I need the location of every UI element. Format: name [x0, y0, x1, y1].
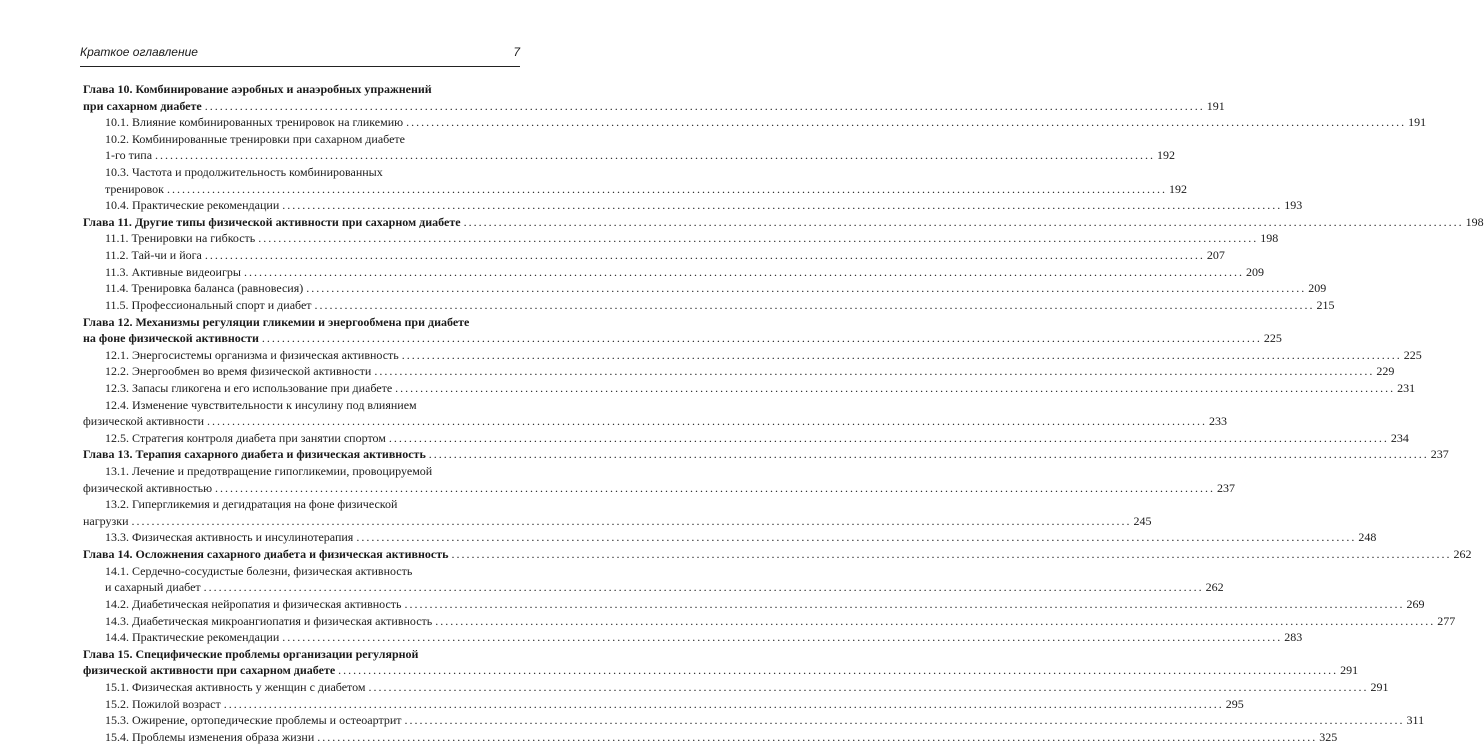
toc-entry-line	[83, 114, 1427, 131]
toc-entry-line	[83, 579, 1224, 596]
toc-entry-title: 10.1. Влияние комбинированных тренировок на гликемию	[105, 115, 404, 130]
toc-entry-title: Глава 11. Другие типы физической активности при сахарном диабете	[83, 214, 461, 229]
toc-page-number: 291	[1370, 679, 1389, 694]
dot-leader: ........................................................................................................................................................................................................	[404, 596, 1405, 611]
toc-entry-title: 15.2. Пожилой возраст	[105, 696, 221, 711]
toc-page-number: 277	[1437, 613, 1456, 628]
toc-entry-title: 12.1. Энергосистемы организма и физическая активность	[105, 347, 399, 362]
toc-chapter-line	[83, 662, 1359, 679]
dot-leader: ........................................................................................................................................................................................................	[223, 696, 1224, 711]
toc-page-number: 215	[1316, 297, 1335, 312]
toc-entry-title: 12.4. Изменение чувствительности к инсулину под влиянием	[105, 397, 417, 412]
toc-page-number: 245	[1133, 513, 1152, 528]
toc-page-number: 209	[1245, 264, 1264, 279]
toc-page-number: 231	[1397, 380, 1416, 395]
toc-entry-line	[83, 397, 520, 414]
dot-leader: ........................................................................................................................................................................................................	[203, 580, 1204, 595]
dot-leader: ........................................................................................................................................................................................................	[166, 181, 1167, 196]
toc-entry-line	[83, 363, 1395, 380]
dot-leader: ........................................................................................................................................................................................................	[314, 297, 1315, 312]
toc-entry-title: 1-го типа	[105, 148, 153, 163]
toc-entry-line	[83, 264, 1264, 281]
toc-entry-line	[83, 380, 1416, 397]
dot-leader: ........................................................................................................................................................................................................	[435, 613, 1436, 628]
toc-page-number: 209	[1308, 281, 1327, 296]
header-page-number: 7	[513, 45, 520, 59]
toc-entry-title: 11.3. Активные видеоигры	[105, 264, 241, 279]
toc-entry-line	[83, 679, 1389, 696]
toc-entry-line	[83, 563, 520, 580]
dot-leader: ........................................................................................................................................................................................................	[261, 331, 1262, 346]
toc-entry-title: при сахарном диабете	[83, 98, 202, 113]
toc-entry-title: и сахарный диабет	[105, 580, 201, 595]
toc-chapter-line	[83, 314, 520, 331]
dot-leader: ........................................................................................................................................................................................................	[395, 380, 1396, 395]
header-rule	[80, 66, 520, 67]
table-of-contents	[83, 81, 1484, 745]
toc-page-number: 233	[1209, 414, 1228, 429]
toc-page-number: 191	[1206, 98, 1225, 113]
dot-leader: ........................................................................................................................................................................................................	[215, 480, 1216, 495]
toc-entry-title: 14.1. Сердечно-сосудистые болезни, физическая активность	[105, 563, 413, 578]
toc-page-number: 207	[1206, 248, 1225, 263]
toc-page-number: 269	[1406, 596, 1425, 611]
toc-entry-title: 13.2. Гипергликемия и дегидратация на фоне физической	[105, 497, 398, 512]
toc-page-number: 291	[1340, 663, 1359, 678]
toc-page-number: 225	[1403, 347, 1422, 362]
toc-entry-title: 15.4. Проблемы изменения образа жизни	[105, 729, 315, 744]
toc-page-number: 325	[1319, 729, 1338, 744]
toc-chapter-line	[83, 81, 520, 98]
toc-entry-line	[83, 513, 1152, 530]
toc-entry-line	[83, 629, 1303, 646]
toc-entry-line	[83, 147, 1176, 164]
toc-page-number: 295	[1225, 696, 1244, 711]
dot-leader: ........................................................................................................................................................................................................	[204, 98, 1205, 113]
toc-chapter-line	[83, 446, 1449, 463]
toc-entry-title: на фоне физической активности	[83, 331, 259, 346]
dot-leader: ........................................................................................................................................................................................................	[374, 364, 1375, 379]
toc-entry-title: 10.3. Частота и продолжительность комбинированных	[105, 165, 383, 180]
dot-leader: ........................................................................................................................................................................................................	[282, 630, 1283, 645]
toc-entry-title: 13.3. Физическая активность и инсулинотерапия	[105, 530, 354, 545]
dot-leader: ........................................................................................................................................................................................................	[404, 713, 1405, 728]
dot-leader: ........................................................................................................................................................................................................	[406, 115, 1407, 130]
toc-entry-title: Глава 13. Терапия сахарного диабета и физическая активность	[83, 447, 426, 462]
toc-entry-title: 11.2. Тай-чи и йога	[105, 248, 202, 263]
toc-entry-line	[83, 181, 1187, 198]
toc-page-number: 311	[1406, 713, 1425, 728]
dot-leader: ........................................................................................................................................................................................................	[463, 214, 1464, 229]
toc-entry-title: физической активности	[83, 414, 205, 429]
toc-entry-title: Глава 10. Комбинирование аэробных и анаэробных упражнений	[83, 82, 432, 96]
toc-entry-line	[83, 613, 1456, 630]
toc-entry-title: 10.2. Комбинированные тренировки при сахарном диабете	[105, 131, 405, 146]
toc-page-number: 262	[1205, 580, 1224, 595]
toc-entry-title: 14.2. Диабетическая нейропатия и физическая активность	[105, 596, 402, 611]
dot-leader: ........................................................................................................................................................................................................	[368, 679, 1369, 694]
toc-entry-line	[83, 347, 1422, 364]
dot-leader: ........................................................................................................................................................................................................	[258, 231, 1259, 246]
toc-entry-line	[83, 480, 1236, 497]
toc-entry-title: 10.4. Практические рекомендации	[105, 198, 280, 213]
toc-page-number: 198	[1260, 231, 1279, 246]
toc-page-number: 248	[1358, 530, 1377, 545]
dot-leader: ........................................................................................................................................................................................................	[428, 447, 1429, 462]
toc-entry-line	[83, 297, 1335, 314]
toc-page-number: 225	[1263, 331, 1282, 346]
toc-entry-title: Глава 15. Специфические проблемы организации регулярной	[83, 646, 419, 661]
toc-entry-line	[83, 230, 1279, 247]
toc-entry-title: 12.2. Энергообмен во время физической активности	[105, 364, 372, 379]
toc-entry-line	[83, 596, 1425, 613]
dot-leader: ........................................................................................................................................................................................................	[204, 248, 1205, 263]
toc-entry-line	[83, 413, 1228, 430]
toc-entry-title: 15.3. Ожирение, ортопедические проблемы и остеоартрит	[105, 713, 402, 728]
dot-leader: ........................................................................................................................................................................................................	[306, 281, 1307, 296]
toc-entry-line	[83, 247, 1225, 264]
toc-chapter-line	[83, 98, 1225, 115]
toc-page-number: 192	[1157, 148, 1176, 163]
header-title: Краткое оглавление	[80, 45, 198, 59]
toc-page-number: 192	[1168, 181, 1187, 196]
dot-leader: ........................................................................................................................................................................................................	[338, 663, 1339, 678]
dot-leader: ........................................................................................................................................................................................................	[451, 547, 1452, 562]
toc-page-number: 283	[1284, 630, 1303, 645]
toc-entry-title: 11.4. Тренировка баланса (равновесия)	[105, 281, 304, 296]
toc-entry-title: Глава 14. Осложнения сахарного диабета и физическая активность	[83, 547, 449, 562]
toc-page-number: 191	[1408, 115, 1427, 130]
toc-entry-title: Глава 12. Механизмы регуляции гликемии и энергообмена при диабете	[83, 314, 470, 329]
toc-page-number: 237	[1217, 480, 1236, 495]
dot-leader: ........................................................................................................................................................................................................	[243, 264, 1244, 279]
toc-entry-title: 12.3. Запасы гликогена и его использование при диабете	[105, 380, 393, 395]
toc-page-number: 262	[1453, 547, 1472, 562]
toc-entry-title: 12.5. Стратегия контроля диабета при занятии спортом	[105, 430, 386, 445]
toc-page-number: 198	[1465, 214, 1484, 229]
toc-entry-title: 14.4. Практические рекомендации	[105, 630, 280, 645]
toc-chapter-line	[83, 330, 1282, 347]
toc-entry-line	[83, 280, 1327, 297]
dot-leader: ........................................................................................................................................................................................................	[317, 729, 1318, 744]
toc-entry-line	[83, 430, 1409, 447]
dot-leader: ........................................................................................................................................................................................................	[131, 513, 1132, 528]
toc-chapter-line	[83, 646, 520, 663]
toc-entry-title: нагрузки	[83, 513, 129, 528]
toc-page-number: 229	[1376, 364, 1395, 379]
toc-chapter-line	[83, 214, 1484, 231]
toc-entry-title: физической активностью	[83, 480, 213, 495]
toc-entry-title: 14.3. Диабетическая микроангиопатия и физическая активность	[105, 613, 433, 628]
running-header	[80, 45, 520, 67]
toc-page-number: 193	[1284, 198, 1303, 213]
toc-entry-line	[83, 197, 1303, 214]
toc-entry-line	[83, 463, 520, 480]
toc-entry-title: физической активности при сахарном диабете	[83, 663, 336, 678]
toc-entry-line	[83, 529, 1377, 546]
toc-entry-line	[83, 164, 520, 181]
dot-leader: ........................................................................................................................................................................................................	[401, 347, 1402, 362]
toc-entry-title: 11.1. Тренировки на гибкость	[105, 231, 256, 246]
toc-entry-title: 13.1. Лечение и предотвращение гипогликемии, провоцируемой	[105, 464, 433, 479]
toc-page-number: 234	[1390, 430, 1409, 445]
toc-page-number: 237	[1430, 447, 1449, 462]
toc-entry-title: 11.5. Профессиональный спорт и диабет	[105, 297, 312, 312]
toc-entry-line	[83, 496, 520, 513]
dot-leader: ........................................................................................................................................................................................................	[388, 430, 1389, 445]
toc-entry-title: тренировок	[105, 181, 164, 196]
toc-entry-line	[83, 131, 520, 148]
toc-entry-line	[83, 696, 1244, 713]
dot-leader: ........................................................................................................................................................................................................	[155, 148, 1156, 163]
dot-leader: ........................................................................................................................................................................................................	[207, 414, 1208, 429]
toc-entry-line	[83, 712, 1425, 729]
toc-chapter-line	[83, 546, 1472, 563]
toc-entry-line	[83, 729, 1338, 746]
dot-leader: ........................................................................................................................................................................................................	[356, 530, 1357, 545]
toc-entry-title: 15.1. Физическая активность у женщин с диабетом	[105, 679, 366, 694]
dot-leader: ........................................................................................................................................................................................................	[282, 198, 1283, 213]
